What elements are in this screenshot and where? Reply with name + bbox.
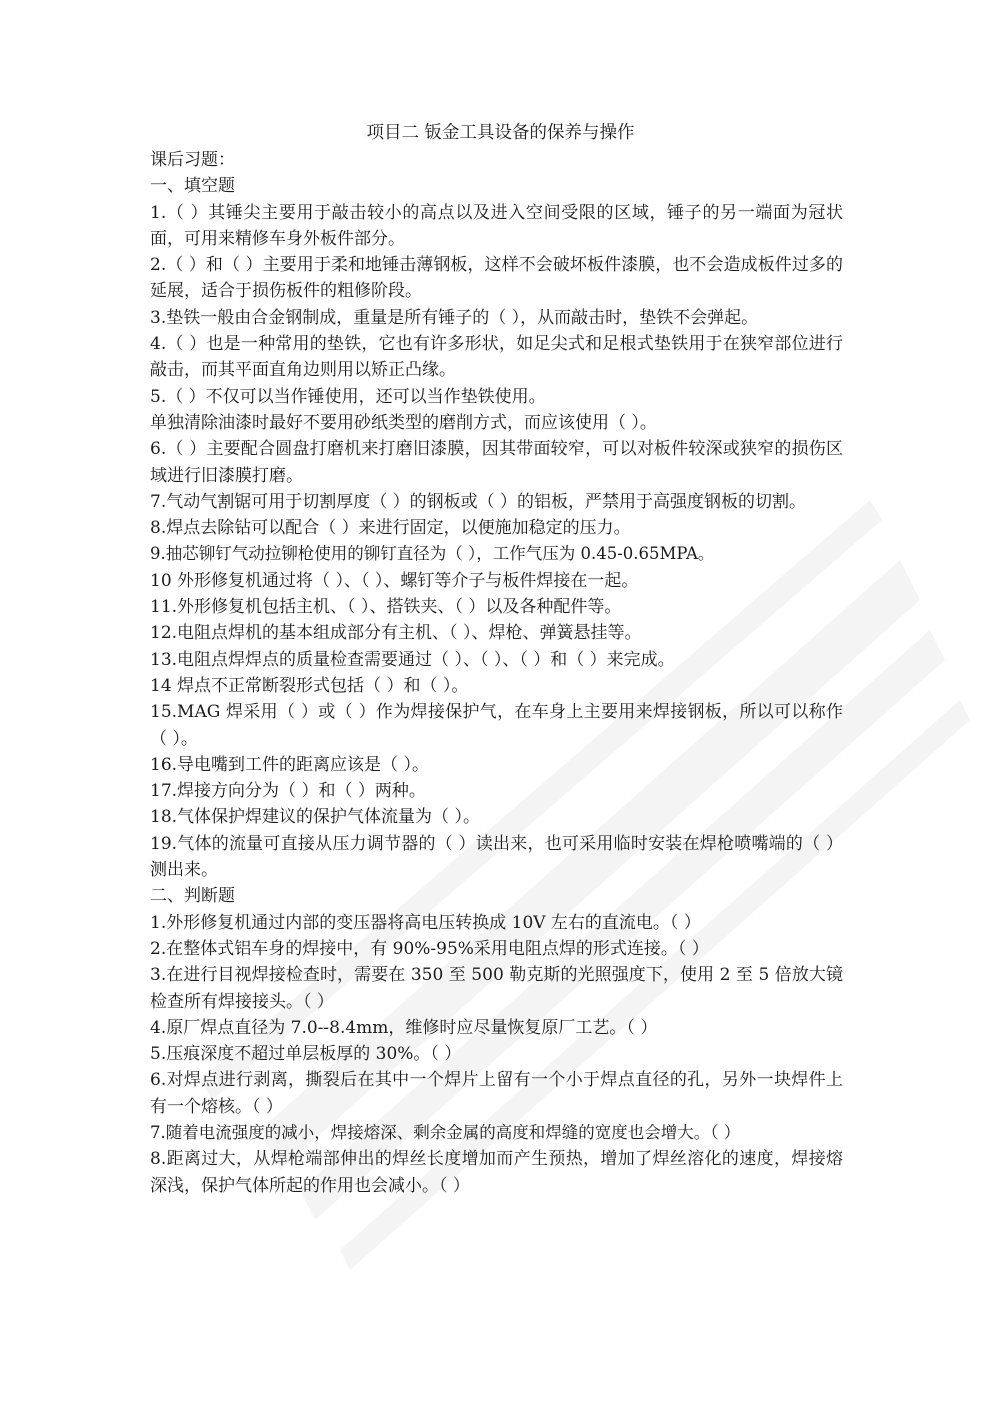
question-item: 15.MAG 焊采用（ ）或（ ）作为焊接保护气，在车身上主要用来焊接钢板，所以可以称作（ ）。 [150, 702, 843, 749]
question-item: 11.外形修复机包括主机、（ ）、搭铁夹、（ ）以及各种配件等。 [150, 597, 622, 618]
subtitle: 课后习题： [150, 150, 235, 170]
question-item: 1.（ ）其锤尖主要用于敲击较小的高点以及进入空间受限的区域，锤子的另一端面为冠状面，可用来精修车身外板件部分。 [150, 202, 843, 249]
judgment-item: 2.在整体式铝车身的焊接中，有 90%-95%采用电阻点焊的形式连接。（ ） [150, 938, 709, 959]
page-title: 项目二 钣金工具设备的保养与操作 [366, 123, 635, 143]
question-item: 单独清除油漆时最好不要用砂纸类型的磨削方式，而应该使用（ ）。 [150, 412, 657, 433]
question-item: 3.垫铁一般由合金钢制成，重量是所有锤子的（ ），从而敲击时，垫铁不会弹起。 [150, 307, 759, 328]
judgment-item: 8.距离过大，从焊枪端部伸出的焊丝长度增加而产生预热，增加了焊丝溶化的速度，焊接熔深浅，保护气体所起的作用也会减小。（ ） [150, 1149, 843, 1196]
question-item: 9.抽芯铆钉气动拉铆枪使用的铆钉直径为（ ），工作气压为 0.45-0.65MPA。 [150, 544, 715, 564]
section-heading-fill-in: 一、填空题 [150, 176, 235, 197]
judgment-item: 5.压痕深度不超过单层板厚的 30%。（ ） [150, 1044, 462, 1065]
judgment-item: 6.对焊点进行剥离，撕裂后在其中一个焊片上留有一个小于焊点直径的孔，另外一块焊件上有一个熔核。（ ） [150, 1070, 843, 1117]
question-item: 13.电阻点焊焊点的质量检查需要通过（ ）、（ ）、（ ）和（ ）来完成。 [150, 649, 675, 670]
section-heading-true-false: 二、判断题 [150, 886, 235, 907]
question-item: 4.（ ）也是一种常用的垫铁，它也有许多形状，如足尖式和足根式垫铁用于在狭窄部位进行敲击，而其平面直角边则用以矫正凸缘。 [150, 334, 843, 381]
question-item: 8.焊点去除钻可以配合（ ）来进行固定，以便施加稳定的压力。 [150, 518, 631, 539]
question-item: 2.（ ）和（ ）主要用于柔和地锤击薄钢板，这样不会破坏板件漆膜，也不会造成板件过多的延展，适合于损伤板件的粗修阶段。 [150, 255, 843, 302]
judgment-item: 7.随着电流强度的减小，焊接熔深、剩余金属的高度和焊缝的宽度也会增大。（ ） [150, 1122, 741, 1142]
question-item: 16.导电嘴到工件的距离应该是（ ）。 [150, 754, 429, 775]
question-item: 12.电阻点焊机的基本组成部分有主机、（ ）、焊枪、弹簧悬挂等。 [150, 623, 642, 644]
question-item: 19.气体的流量可直接从压力调节器的（ ）读出来，也可采用临时安装在焊枪喷嘴端的（ ）测出来。 [150, 833, 843, 881]
question-item: 10 外形修复机通过将（ ）、（ ）、螺钉等介子与板件焊接在一起。 [150, 570, 639, 591]
question-item: 18.气体保护焊建议的保护气体流量为（ ）。 [150, 807, 480, 828]
question-item: 14 焊点不正常断裂形式包括（ ）和（ ）。 [150, 675, 469, 696]
question-item: 6.（ ）主要配合圆盘打磨机来打磨旧漆膜，因其带面较窄，可以对板件较深或狭窄的损伤区域进行旧漆膜打磨。 [150, 439, 843, 486]
judgment-item: 1.外形修复机通过内部的变压器将高电压转换成 10V 左右的直流电。（ ） [150, 912, 701, 933]
question-item: 17.焊接方向分为（ ）和（ ）两种。 [150, 781, 426, 802]
question-item: 5.（ ）不仅可以当作锤使用，还可以当作垫铁使用。 [150, 386, 546, 407]
document-body [150, 120, 843, 1199]
judgment-item: 3.在进行目视焊接检查时，需要在 350 至 500 勒克斯的光照强度下，使用 2 至 5 倍放大镜检查所有焊接接头。（ ） [150, 965, 843, 1012]
question-item: 7.气动气割锯可用于切割厚度（ ）的钢板或（ ）的铝板，严禁用于高强度钢板的切割。 [150, 491, 807, 512]
judgment-item: 4.原厂焊点直径为 7.0--8.4mm，维修时应尽量恢复原厂工艺。（ ） [150, 1017, 658, 1038]
